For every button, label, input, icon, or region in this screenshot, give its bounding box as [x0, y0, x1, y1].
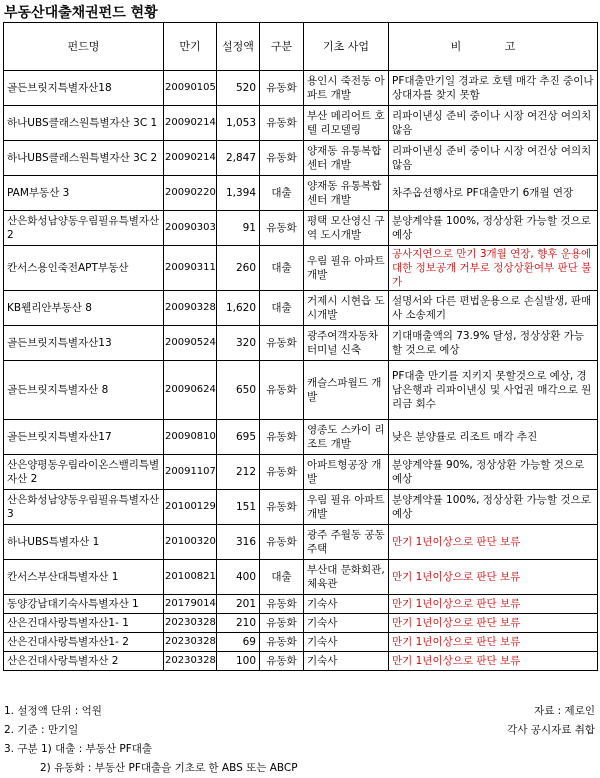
table-body — [4, 71, 598, 671]
type-cell: 유동화 — [260, 141, 304, 176]
project-cell: 캐슬스파월드 개발 — [304, 361, 389, 420]
header-project: 기초 사업 — [304, 23, 389, 71]
project-cell: 우림 필유 아파트 개발 — [304, 490, 389, 525]
fund-name-cell: 하나UBS클래스원특별자산 3C 1 — [4, 106, 164, 141]
type-cell: 유동화 — [260, 490, 304, 525]
maturity-cell: 20090220 — [164, 176, 217, 211]
type-cell: 유동화 — [260, 455, 304, 490]
table-row — [4, 71, 598, 106]
amount-cell: 210 — [217, 614, 260, 633]
table-row — [4, 141, 598, 176]
fund-name-cell: 산은화성남양동우림필유특별자산 3 — [4, 490, 164, 525]
note-cell: PF대출 만기를 지키지 못할것으로 예상, 경남은행과 리파이낸싱 및 사업권 매각으로 원리금 회수 — [389, 361, 598, 420]
maturity-cell: 20090303 — [164, 211, 217, 246]
note-cell: 만기 1년이상으로 판단 보류 — [389, 652, 598, 671]
project-cell: 양재동 유통복합센터 개발 — [304, 141, 389, 176]
fund-name-cell: 산은화성남양동우림필유특별자산 2 — [4, 211, 164, 246]
project-cell: 영종도 스카이 리조트 개발 — [304, 420, 389, 455]
footnote-basis: 2. 기준 : 만기일 — [4, 724, 79, 736]
maturity-cell: 20090328 — [164, 291, 217, 326]
type-cell: 유동화 — [260, 595, 304, 614]
maturity-cell: 20100320 — [164, 525, 217, 560]
fund-name-cell: 동양강남대기숙사특별자산 1 — [4, 595, 164, 614]
source-label: 자료 : 제로인 — [534, 705, 595, 717]
amount-cell: 201 — [217, 595, 260, 614]
fund-name-cell: 골든브릿지특별자산13 — [4, 326, 164, 361]
project-cell: 평택 모산영신 구역 도시개발 — [304, 211, 389, 246]
project-cell: 부산 메리어트 호텔 리모델링 — [304, 106, 389, 141]
note-cell: 만기 1년이상으로 판단 보류 — [389, 560, 598, 595]
footnote-unit: 1. 설정액 단위 : 억원 — [4, 705, 102, 717]
table-row — [4, 614, 598, 633]
maturity-cell: 20090214 — [164, 106, 217, 141]
table-row — [4, 326, 598, 361]
fund-name-cell: 하나UBS클래스원특별자산 3C 2 — [4, 141, 164, 176]
note-cell: 리파이낸싱 준비 중이나 시장 여건상 여의치 않음 — [389, 106, 598, 141]
table-row — [4, 291, 598, 326]
fund-name-cell: 골든브릿지특별자산17 — [4, 420, 164, 455]
project-cell: 기숙사 — [304, 633, 389, 652]
fund-name-cell: 산은건대사랑특별자산 2 — [4, 652, 164, 671]
footnote-type-securitization: 2) 유동화 : 부동산 PF대출을 기초로 한 ABS 또는 ABCP — [40, 762, 298, 774]
maturity-cell: 20179014 — [164, 595, 217, 614]
page-title: 부동산대출채권펀드 현황 — [4, 5, 158, 21]
amount-cell: 260 — [217, 246, 260, 291]
table-row — [4, 525, 598, 560]
maturity-cell: 20090105 — [164, 71, 217, 106]
maturity-cell: 20090524 — [164, 326, 217, 361]
header-fund-name: 펀드명 — [4, 23, 164, 71]
note-cell: 차주옵션행사로 PF대출만기 6개월 연장 — [389, 176, 598, 211]
project-cell: 용인시 죽전동 아파트 개발 — [304, 71, 389, 106]
note-cell: 분양계약률 100%, 정상상환 가능할 것으로 예상 — [389, 211, 598, 246]
table-row — [4, 420, 598, 455]
note-cell: 리파이낸싱 준비 중이나 시장 여건상 여의치 않음 — [389, 141, 598, 176]
type-cell: 유동화 — [260, 525, 304, 560]
fund-table — [3, 22, 598, 671]
table-row — [4, 490, 598, 525]
type-cell: 유동화 — [260, 106, 304, 141]
fund-name-cell: 산은건대사랑특별자산1- 2 — [4, 633, 164, 652]
table-row — [4, 361, 598, 420]
type-cell: 대출 — [260, 176, 304, 211]
fund-name-cell: 칸서스부산대특별자산 1 — [4, 560, 164, 595]
note-cell: 기대매출액의 73.9% 달성, 정상상환 가능할 것으로 예상 — [389, 326, 598, 361]
project-cell: 부산대 문화회관, 체육관 — [304, 560, 389, 595]
amount-cell: 1,620 — [217, 291, 260, 326]
project-cell: 아파트형공장 개발 — [304, 455, 389, 490]
type-cell: 유동화 — [260, 211, 304, 246]
maturity-cell: 20100821 — [164, 560, 217, 595]
note-cell: 만기 1년이상으로 판단 보류 — [389, 595, 598, 614]
type-cell: 대출 — [260, 291, 304, 326]
header-amount: 설정액 — [217, 23, 260, 71]
table-row — [4, 595, 598, 614]
type-cell: 유동화 — [260, 326, 304, 361]
fund-name-cell: 산은건대사랑특별자산1- 1 — [4, 614, 164, 633]
note-cell: 만기 1년이상으로 판단 보류 — [389, 633, 598, 652]
fund-name-cell: 칸서스용인죽전APT부동산 — [4, 246, 164, 291]
type-cell: 유동화 — [260, 361, 304, 420]
amount-cell: 520 — [217, 71, 260, 106]
table-row — [4, 176, 598, 211]
type-cell: 유동화 — [260, 633, 304, 652]
note-cell: 공사지연으로 만기 3개월 연장, 향후 운용에 대한 정보공개 거부로 정상상환여부 판단 불가 — [389, 246, 598, 291]
maturity-cell: 20090214 — [164, 141, 217, 176]
project-cell: 기숙사 — [304, 595, 389, 614]
amount-cell: 400 — [217, 560, 260, 595]
note-cell: PF대출만기일 경과로 호텔 매각 추진 중이나 상대자를 찾지 못함 — [389, 71, 598, 106]
fund-name-cell: 골든브릿지특별자산 8 — [4, 361, 164, 420]
note-cell: 낮은 분양률로 리조트 매각 추진 — [389, 420, 598, 455]
amount-cell: 2,847 — [217, 141, 260, 176]
table-row — [4, 246, 598, 291]
amount-cell: 91 — [217, 211, 260, 246]
maturity-cell: 20230328 — [164, 633, 217, 652]
header-maturity: 만기 — [164, 23, 217, 71]
maturity-cell: 20091107 — [164, 455, 217, 490]
type-cell: 유동화 — [260, 420, 304, 455]
fund-name-cell: 골든브릿지특별자산18 — [4, 71, 164, 106]
type-cell: 유동화 — [260, 614, 304, 633]
project-cell: 광주여객자동차터미널 신축 — [304, 326, 389, 361]
table-header-row — [4, 23, 598, 71]
amount-cell: 100 — [217, 652, 260, 671]
project-cell: 기숙사 — [304, 614, 389, 633]
amount-cell: 69 — [217, 633, 260, 652]
source-detail: 각사 공시자료 취합 — [507, 724, 595, 736]
note-cell: 만기 1년이상으로 판단 보류 — [389, 614, 598, 633]
type-cell: 대출 — [260, 246, 304, 291]
note-cell: 만기 1년이상으로 판단 보류 — [389, 525, 598, 560]
fund-name-cell: KB웰리안부동산 8 — [4, 291, 164, 326]
amount-cell: 320 — [217, 326, 260, 361]
amount-cell: 316 — [217, 525, 260, 560]
project-cell: 광주 주월동 공동주택 — [304, 525, 389, 560]
maturity-cell: 20230328 — [164, 652, 217, 671]
project-cell: 기숙사 — [304, 652, 389, 671]
maturity-cell: 20090810 — [164, 420, 217, 455]
note-cell: 분양계약률 90%, 정상상환 가능할 것으로 예상 — [389, 455, 598, 490]
table-row — [4, 106, 598, 141]
amount-cell: 1,394 — [217, 176, 260, 211]
amount-cell: 212 — [217, 455, 260, 490]
type-cell: 대출 — [260, 560, 304, 595]
maturity-cell: 20100129 — [164, 490, 217, 525]
table-row — [4, 455, 598, 490]
fund-name-cell: 산은양평동우림라이온스밸리특별자산 2 — [4, 455, 164, 490]
fund-name-cell: 하나UBS특별자산 1 — [4, 525, 164, 560]
type-cell: 유동화 — [260, 71, 304, 106]
type-cell: 유동화 — [260, 652, 304, 671]
fund-name-cell: PAM부동산 3 — [4, 176, 164, 211]
project-cell: 양재동 유통복합센터 개발 — [304, 176, 389, 211]
amount-cell: 695 — [217, 420, 260, 455]
table-row — [4, 560, 598, 595]
maturity-cell: 20230328 — [164, 614, 217, 633]
table-row — [4, 633, 598, 652]
note-cell: 설명서와 다른 편법운용으로 손실발생, 판매사 소송제기 — [389, 291, 598, 326]
table-row — [4, 211, 598, 246]
project-cell: 우림 필유 아파트 개발 — [304, 246, 389, 291]
table-row — [4, 652, 598, 671]
amount-cell: 151 — [217, 490, 260, 525]
header-note: 비 고 — [389, 23, 598, 71]
note-cell: 분양계약률 100%, 정상상환 가능할 것으로 예상 — [389, 490, 598, 525]
maturity-cell: 20090311 — [164, 246, 217, 291]
header-type: 구분 — [260, 23, 304, 71]
maturity-cell: 20090624 — [164, 361, 217, 420]
amount-cell: 1,053 — [217, 106, 260, 141]
amount-cell: 650 — [217, 361, 260, 420]
project-cell: 거제시 시현읍 도시개발 — [304, 291, 389, 326]
footnote-type-loan: 3. 구분 1) 대출 : 부동산 PF대출 — [4, 743, 153, 755]
